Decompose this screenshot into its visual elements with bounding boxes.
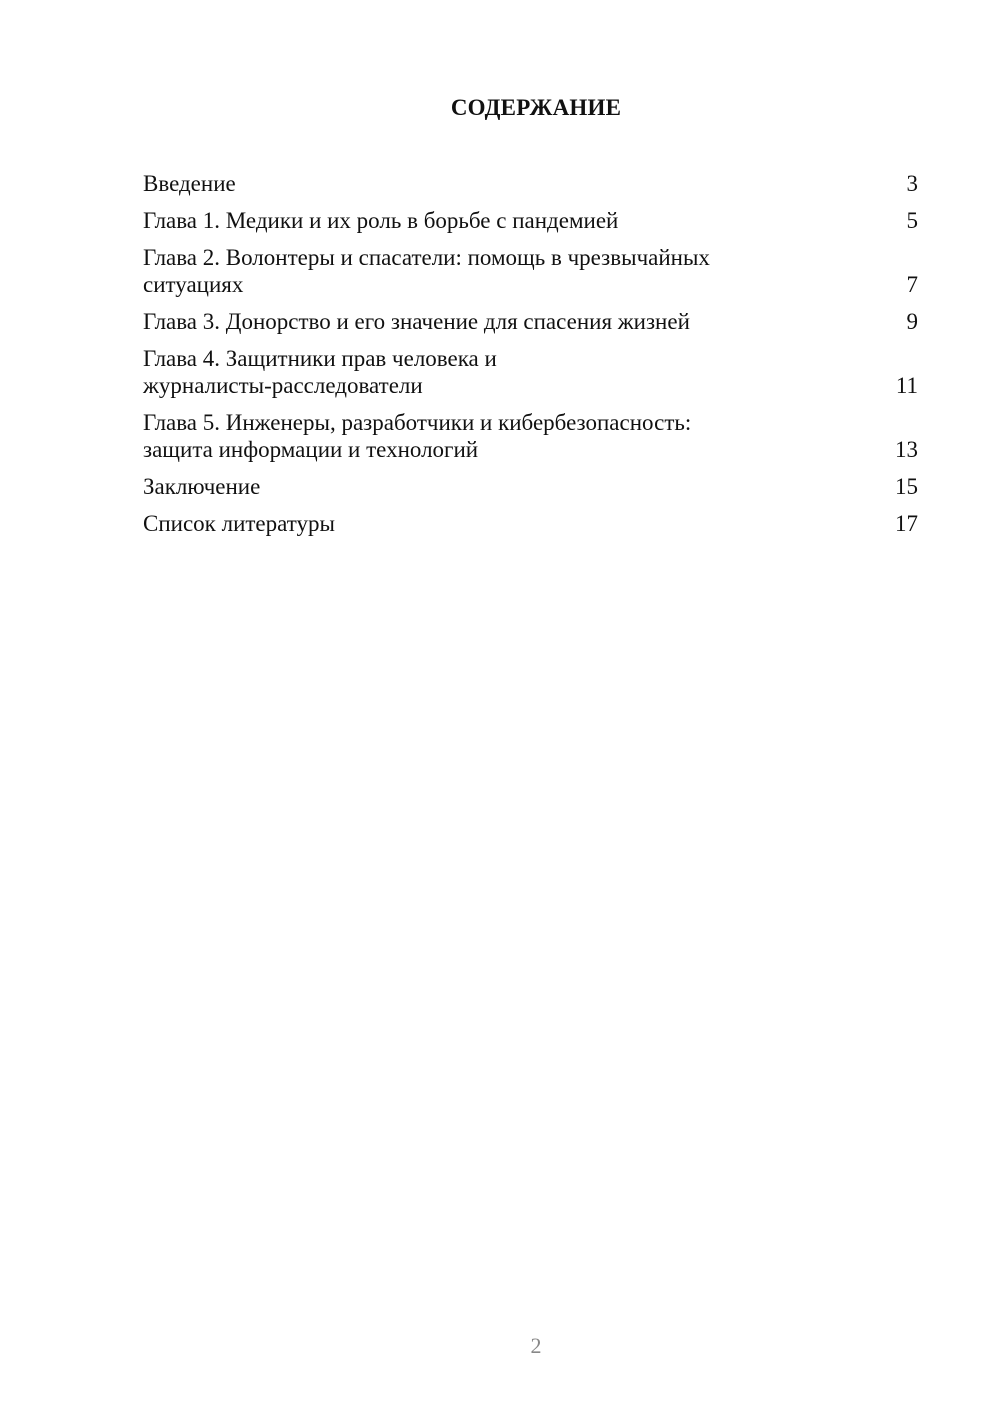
toc-entry-page: 9 bbox=[906, 309, 918, 334]
toc-entry-page: 17 bbox=[895, 511, 918, 536]
toc-entry-chapter-3 bbox=[143, 308, 918, 335]
toc-entry-title: Глава 4. Защитники прав человека и журналисты-расследователи bbox=[143, 346, 497, 398]
page-title: СОДЕРЖАНИЕ bbox=[450, 95, 622, 120]
toc-entry-page: 7 bbox=[906, 272, 918, 297]
toc-entry-page: 3 bbox=[906, 171, 918, 196]
toc-entry-chapter-2 bbox=[143, 244, 918, 298]
toc-entry-title: Глава 5. Инженеры, разработчики и кибербезопасность: защита информации и технологий bbox=[143, 410, 692, 462]
toc-entry-title: Заключение bbox=[143, 474, 261, 499]
toc-entry-title: Введение bbox=[143, 171, 236, 196]
toc-entry-conclusion bbox=[143, 473, 918, 500]
toc-entry-title: Глава 3. Донорство и его значение для спасения жизней bbox=[143, 309, 690, 334]
toc-entry-page: 11 bbox=[895, 373, 918, 398]
toc-entry-introduction bbox=[143, 170, 918, 197]
toc-entry-title: Глава 2. Волонтеры и спасатели: помощь в чрезвычайных ситуациях bbox=[143, 245, 710, 297]
toc-entry-page: 15 bbox=[895, 474, 918, 499]
page-number: 2 bbox=[530, 1333, 542, 1358]
toc-entry-chapter-5 bbox=[143, 409, 918, 463]
toc-entry-bibliography bbox=[143, 510, 918, 537]
toc-entry-title: Глава 1. Медики и их роль в борьбе с пандемией bbox=[143, 208, 619, 233]
toc-entry-page: 5 bbox=[906, 208, 918, 233]
toc-entry-page: 13 bbox=[895, 437, 918, 462]
toc-entry-chapter-4 bbox=[143, 345, 918, 399]
toc-entry-title: Список литературы bbox=[143, 511, 335, 536]
table-of-contents bbox=[143, 170, 918, 547]
toc-entry-chapter-1 bbox=[143, 207, 918, 234]
